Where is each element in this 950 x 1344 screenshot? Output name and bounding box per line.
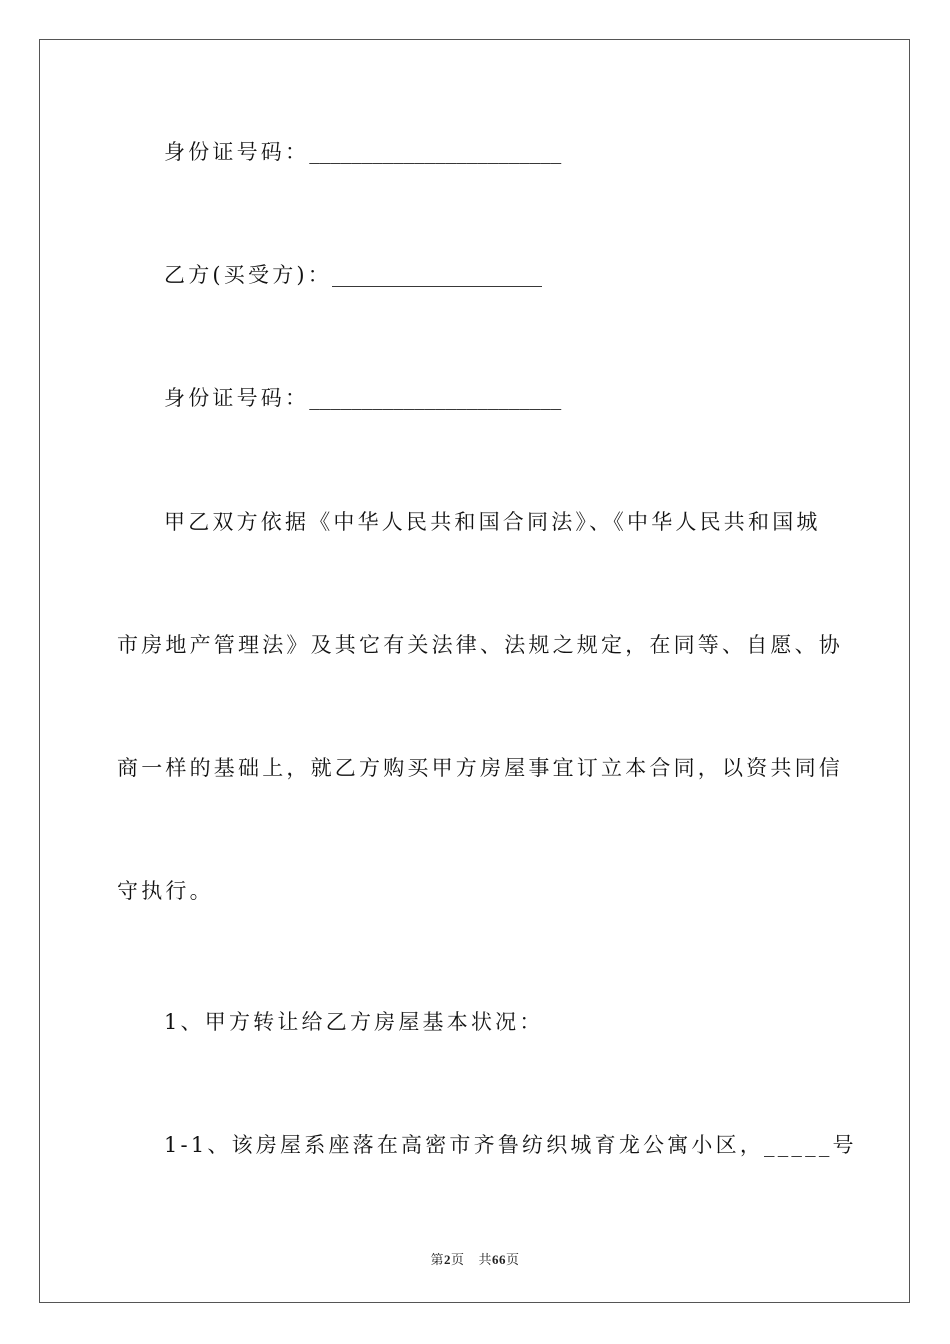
paragraph-line: 商一样的基础上，就乙方购买甲方房屋事宜订立本合同，以资共同信 [117, 756, 843, 780]
paragraph-line: 市房地产管理法》及其它有关法律、法规之规定，在同等、自愿、协 [117, 633, 843, 657]
id-number-blank: ________________________ [309, 386, 562, 410]
page-border [39, 39, 910, 1303]
clause-line: 1-1、该房屋系座落在高密市齐鲁纺织城育龙公寓小区，_____号 [164, 1133, 857, 1157]
id-number-label: 身份证号码： [164, 386, 310, 410]
buyer-blank: ____________________ [332, 263, 542, 287]
buyer-label: 乙方(买受方)： [164, 263, 332, 287]
id-number-label: 身份证号码： [164, 140, 310, 164]
buyer-id-line [164, 388, 561, 409]
page-number: 2 [443, 1252, 451, 1267]
id-number-blank: ________________________ [309, 140, 562, 164]
page-footer [0, 1249, 950, 1268]
total-pages: 66 [492, 1252, 507, 1267]
page-prefix: 第 [430, 1252, 444, 1267]
buyer-line [164, 265, 542, 286]
paragraph-line: 守执行。 [117, 879, 214, 903]
page-suffix: 页 [450, 1252, 465, 1267]
total-prefix: 共 [478, 1252, 493, 1267]
section-heading: 1、甲方转让给乙方房屋基本状况： [164, 1010, 544, 1034]
paragraph-line: 甲乙双方依据《中华人民共和国合同法》、《中华人民共和国城 [164, 510, 821, 534]
total-suffix: 页 [506, 1252, 520, 1267]
seller-id-line [164, 142, 561, 163]
